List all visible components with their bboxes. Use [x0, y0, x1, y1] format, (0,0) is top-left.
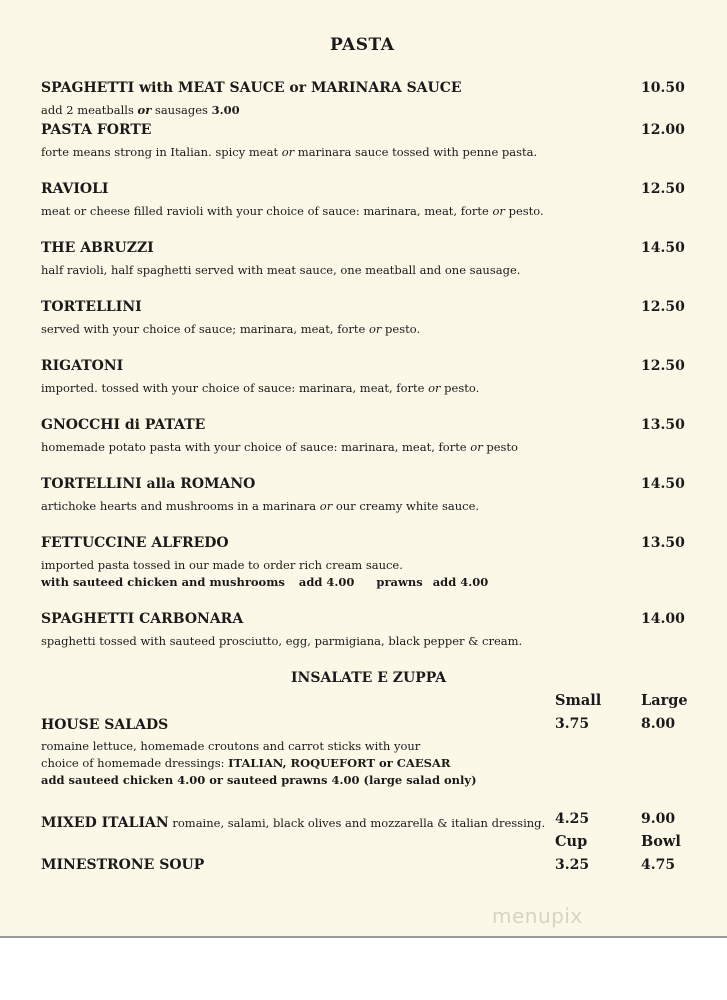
minestrone-bowl-price: 4.75	[641, 857, 676, 873]
item-tortellini-name: TORTELLINI	[41, 299, 142, 315]
item-pasta-forte-name: PASTA FORTE	[41, 122, 152, 138]
col-large-label: Large	[641, 692, 688, 709]
item-tortellini-romano-name: TORTELLINI alla ROMANO	[41, 476, 256, 492]
mixed-italian-small-price: 4.25	[555, 811, 590, 827]
item-rigatoni-price: 12.50	[641, 358, 685, 374]
item-tortellini-romano-price: 14.50	[641, 476, 685, 492]
menupix-watermark: menupix	[492, 904, 583, 928]
minestrone-cup-price: 3.25	[555, 857, 590, 873]
item-gnocchi-price: 13.50	[641, 417, 685, 433]
col-cup-label: Cup	[555, 833, 588, 850]
item-rigatoni-name: RIGATONI	[41, 358, 124, 374]
item-gnocchi-desc: homemade potato pasta with your choice of sauce: marinara, meat, forte or pesto	[41, 440, 518, 454]
item-carbonara-desc: spaghetti tossed with sauteed prosciutto, egg, parmigiana, black pepper & cream.	[41, 634, 523, 648]
item-spaghetti-desc: add 2 meatballs or sausages 3.00	[41, 103, 240, 117]
mixed-italian-line: MIXED ITALIAN romaine, salami, black olives and mozzarella & italian dressing.	[41, 815, 546, 831]
item-rigatoni-desc: imported. tossed with your choice of sauce: marinara, meat, forte or pesto.	[41, 381, 480, 395]
item-abruzzi-desc: half ravioli, half spaghetti served with meat sauce, one meatball and one sausage.	[41, 263, 521, 277]
house-salads-name: HOUSE SALADS	[41, 717, 169, 733]
item-tortellini-romano-desc: artichoke hearts and mushrooms in a marinara or our creamy white sauce.	[41, 499, 480, 513]
item-abruzzi-name: THE ABRUZZI	[41, 240, 154, 256]
item-fettuccine-price: 13.50	[641, 535, 685, 551]
item-pasta-forte-price: 12.00	[641, 122, 685, 138]
house-salads-desc-2: choice of homemade dressings: ITALIAN, ROQUEFORT or CAESAR	[41, 756, 451, 770]
house-salads-large-price: 8.00	[641, 716, 676, 732]
house-salads-small-price: 3.75	[555, 716, 590, 732]
item-abruzzi-price: 14.50	[641, 240, 685, 256]
item-ravioli-desc: meat or cheese filled ravioli with your choice of sauce: marinara, meat, forte or pesto.	[41, 204, 544, 218]
item-fettuccine-name: FETTUCCINE ALFREDO	[41, 535, 229, 551]
item-fettuccine-extras: with sauteed chicken and mushrooms add 4.00 prawns add 4.00	[41, 575, 489, 589]
item-carbonara-price: 14.00	[641, 611, 685, 627]
col-small-label: Small	[555, 692, 602, 709]
item-tortellini-price: 12.50	[641, 299, 685, 315]
page-bottom-edge	[0, 936, 727, 938]
house-salads-desc-3: add sauteed chicken 4.00 or sauteed prawns 4.00 (large salad only)	[41, 773, 477, 787]
item-spaghetti-name: SPAGHETTI with MEAT SAUCE or MARINARA SAUCE	[41, 80, 462, 96]
house-salads-desc-1: romaine lettuce, homemade croutons and carrot sticks with your	[41, 739, 421, 753]
minestrone-name: MINESTRONE SOUP	[41, 857, 205, 873]
item-carbonara-name: SPAGHETTI CARBONARA	[41, 611, 244, 627]
item-pasta-forte-desc: forte means strong in Italian. spicy meat or marinara sauce tossed with penne pasta.	[41, 145, 538, 159]
item-ravioli-name: RAVIOLI	[41, 181, 109, 197]
item-spaghetti-price: 10.50	[641, 80, 685, 96]
insalate-heading: INSALATE E ZUPPA	[291, 670, 447, 686]
item-gnocchi-name: GNOCCHI di PATATE	[41, 417, 206, 433]
item-ravioli-price: 12.50	[641, 181, 685, 197]
item-fettuccine-desc: imported pasta tossed in our made to order rich cream sauce.	[41, 558, 403, 572]
col-bowl-label: Bowl	[641, 833, 681, 850]
item-tortellini-desc: served with your choice of sauce; marinara, meat, forte or pesto.	[41, 322, 421, 336]
mixed-italian-large-price: 9.00	[641, 811, 676, 827]
pasta-heading: PASTA	[330, 35, 395, 55]
